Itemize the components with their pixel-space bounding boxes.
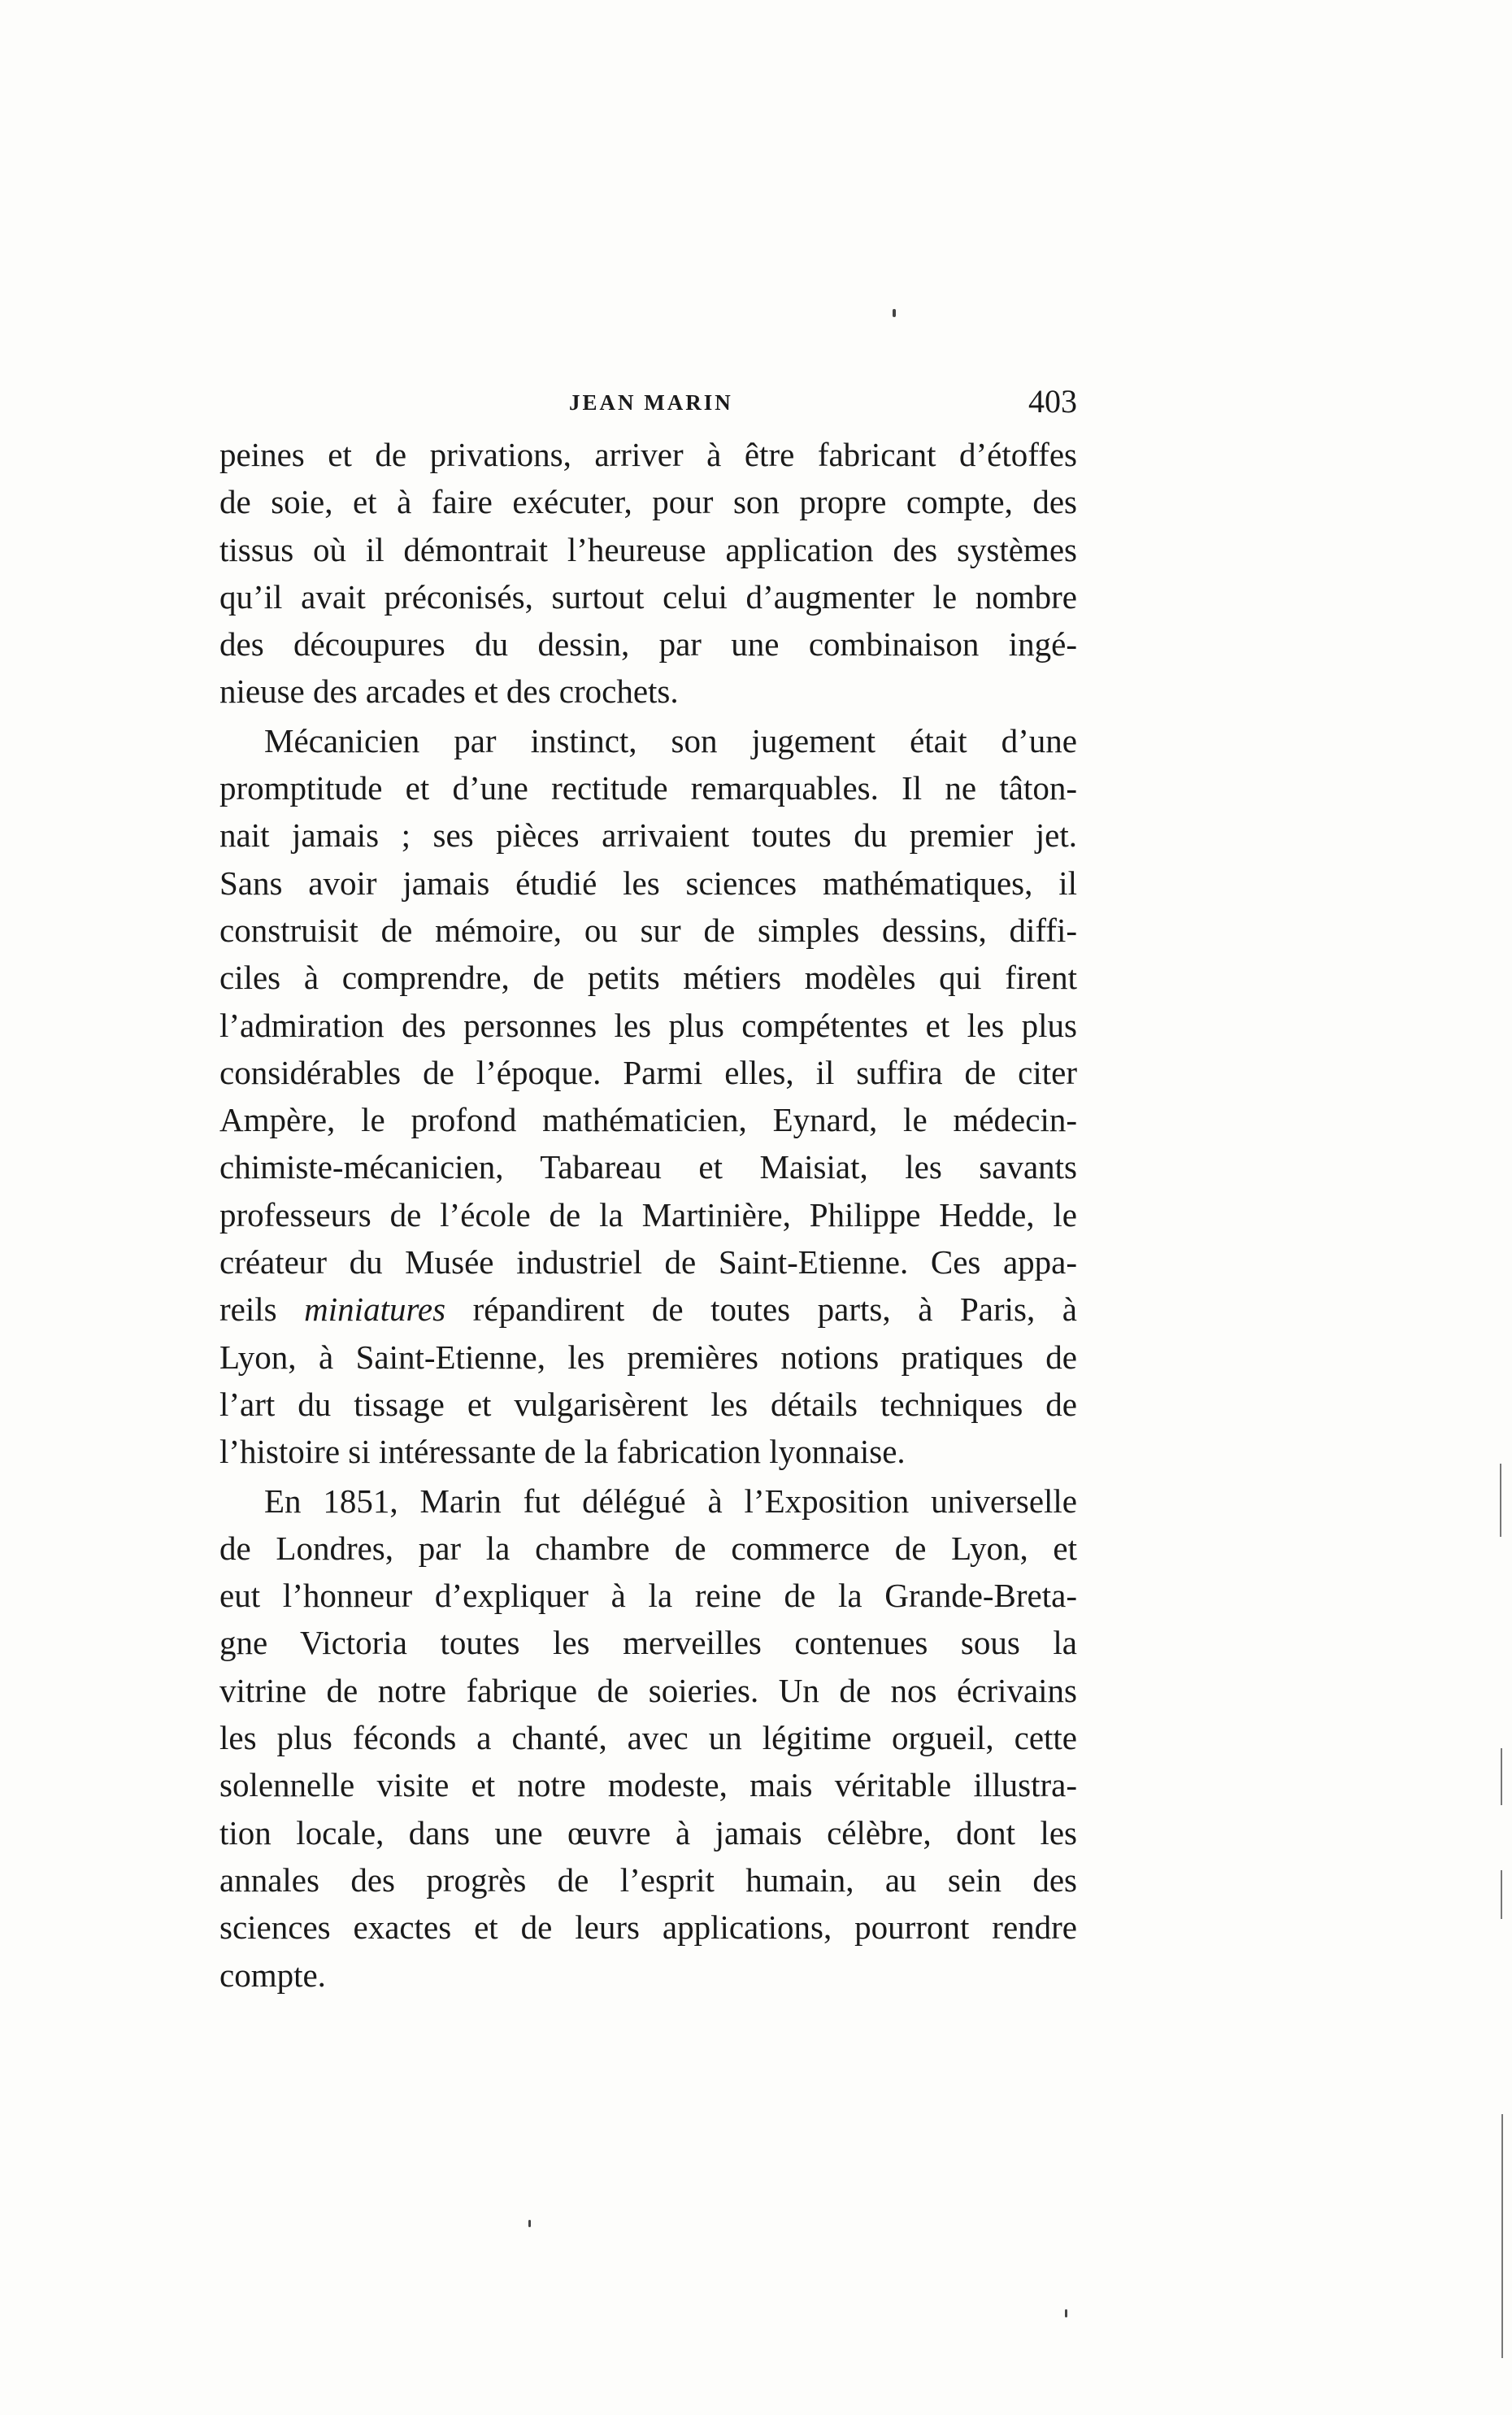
text-line: de Londres, par la chambre de commerce de Lyon, et (219, 1529, 1077, 1567)
text-line: des découpures du dessin, par une combinaison ingé- (219, 625, 1077, 664)
page-edge-mark (1501, 1748, 1502, 1805)
text-line: Mécanicien par instinct, son jugement était d’une (264, 721, 1077, 759)
text-line: l’art du tissage et vulgarisèrent les détails techniques de (219, 1385, 1077, 1423)
body-text (219, 431, 1077, 1999)
text-line: créateur du Musée industriel de Saint-Etienne. Ces appa- (219, 1243, 1077, 1281)
text-line: gne Victoria toutes les merveilles contenues sous la (219, 1624, 1077, 1662)
text-line: vitrine de notre fabrique de soieries. Un de nos écrivains (219, 1671, 1077, 1709)
text-line: ciles à comprendre, de petits métiers modèles qui firent (219, 959, 1077, 997)
text-line: de soie, et à faire exécuter, pour son propre compte, des (219, 483, 1077, 521)
text-line: l’histoire si intéressante de la fabrication lyonnaise. (219, 1433, 906, 1471)
text-line: Ampère, le profond mathématicien, Eynard, le médecin- (219, 1101, 1077, 1139)
text-line: tissus où il démontrait l’heureuse application des systèmes (219, 530, 1077, 568)
text-line: professeurs de l’école de la Martinière, Philippe Hedde, le (219, 1195, 1077, 1234)
text-line: Sans avoir jamais étudié les sciences mathématiques, il (219, 864, 1077, 902)
page-edge-mark (1501, 2114, 1503, 2358)
page-header (219, 382, 1077, 431)
text-line: nieuse des arcades et des crochets. (219, 672, 679, 711)
scan-speck (893, 309, 896, 317)
text-line: chimiste-mécanicien, Tabareau et Maisiat, les savants (219, 1148, 1077, 1186)
scan-speck (1065, 2309, 1067, 2317)
text-line: qu’il avait préconisés, surtout celui d’augmenter le nombre (219, 577, 1077, 616)
text-line: tion locale, dans une œuvre à jamais célèbre, dont les (219, 1813, 1077, 1852)
page-edge-mark (1501, 1870, 1502, 1919)
scan-speck (528, 2220, 531, 2227)
text-line: considérables de l’époque. Parmi elles, il suffira de citer (219, 1053, 1077, 1091)
text-line: eut l’honneur d’expliquer à la reine de la Grande-Breta- (219, 1577, 1077, 1615)
text-line: sciences exactes et de leurs applications, pourront rendre (219, 1908, 1077, 1947)
text-line: Lyon, à Saint-Etienne, les premières notions pratiques de (219, 1338, 1077, 1376)
text-line: compte. (219, 1956, 326, 1994)
text-line: promptitude et d’une rectitude remarquables. Il ne tâton- (219, 769, 1077, 807)
text-line: peines et de privations, arriver à être fabricant d’étoffes (219, 436, 1077, 473)
paragraph-1 (219, 431, 1077, 716)
text-line: les plus féconds a chanté, avec un légitime orgueil, cette (219, 1719, 1077, 1757)
text-line: solennelle visite et notre modeste, mais véritable illustra- (219, 1766, 1077, 1804)
page-edge-mark (1500, 1464, 1501, 1537)
text-line-with-italic: reils miniatures répandirent de toutes parts, à Paris, à (219, 1290, 1077, 1329)
text-line: En 1851, Marin fut délégué à l’Exposition universelle (264, 1482, 1077, 1520)
text-line: nait jamais ; ses pièces arrivaient toutes du premier jet. (219, 816, 1077, 855)
running-title: JEAN MARIN (569, 390, 733, 415)
text-line: construisit de mémoire, ou sur de simples dessins, diffi- (219, 911, 1077, 949)
paragraph-3 (219, 1477, 1077, 1999)
text-line: l’admiration des personnes les plus compétentes et les plus (219, 1006, 1077, 1044)
page-number: 403 (1028, 383, 1077, 420)
text-line: annales des progrès de l’esprit humain, au sein des (219, 1860, 1077, 1899)
italic-term: miniatures (304, 1290, 446, 1329)
paragraph-2 (219, 717, 1077, 1476)
